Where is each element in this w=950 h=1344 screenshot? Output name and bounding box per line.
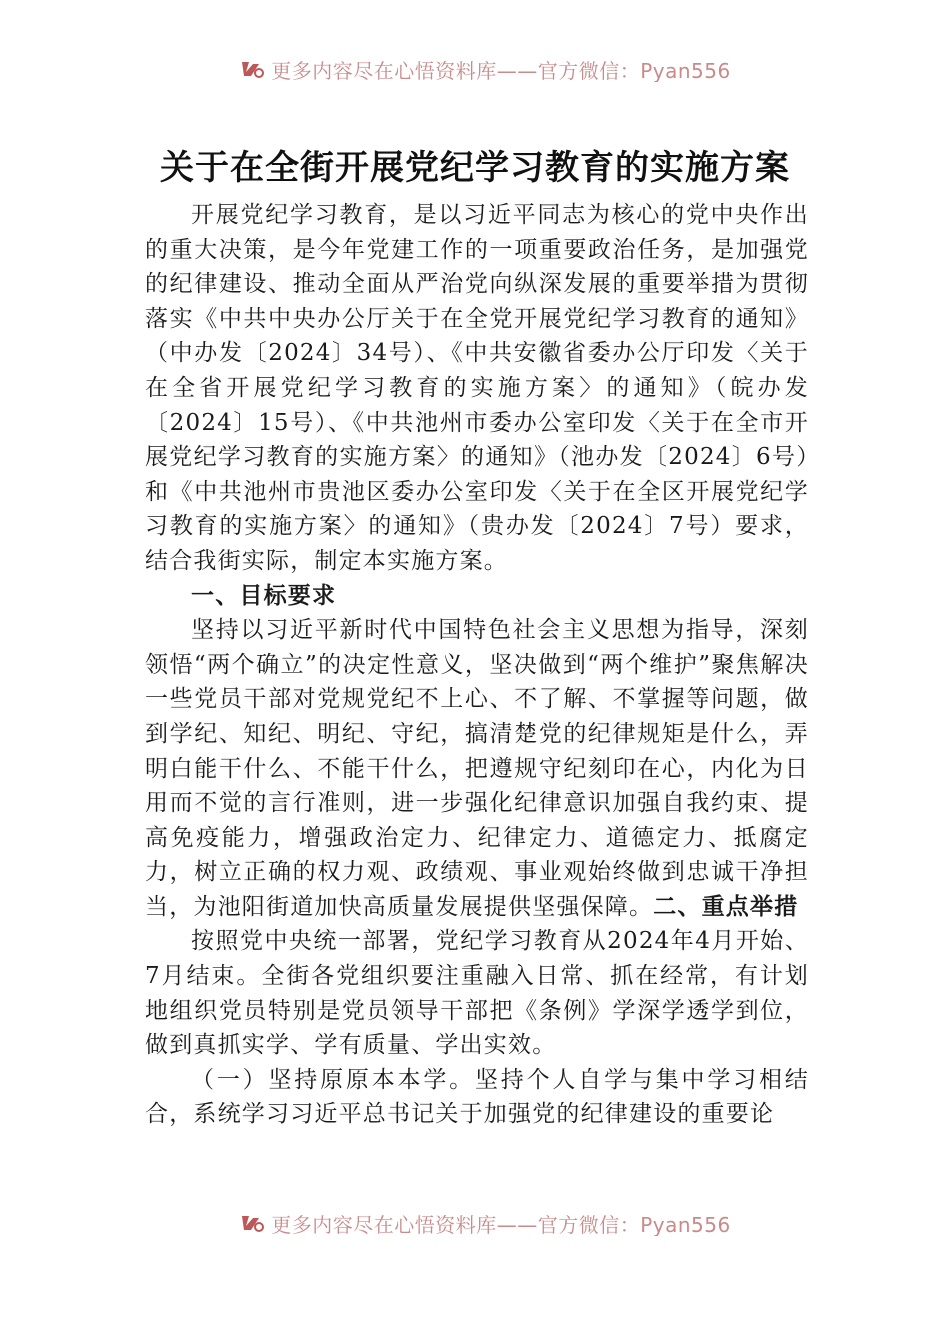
watermark-logo-icon (239, 1212, 265, 1234)
section-measures-paragraph: 按照党中央统一部署，党纪学习教育从2024年4月开始、7月结束。全街各党组织要注重融入日常、抓在经常，有计划地组织党员特别是党员领导干部把《条例》学深学透学到位，做到真抓实学、学有质量、学出实效。 (145, 928, 809, 1059)
section-heading-measures: 二、重点举措 (653, 893, 799, 920)
section-goals-paragraph (145, 613, 809, 924)
watermark-text: 更多内容尽在心悟资料库——官方微信：Pyan556 (271, 1212, 731, 1236)
watermark-top (0, 56, 950, 82)
watermark-bottom (0, 1210, 950, 1236)
watermark-logo-icon (239, 58, 265, 80)
watermark-text: 更多内容尽在心悟资料库——官方微信：Pyan556 (271, 58, 731, 82)
section-goals-text: 坚持以习近平新时代中国特色社会主义思想为指导，深刻领悟“两个确立”的决定性意义，坚决做到“两个维护”聚焦解决一些党员干部对党规党纪不上心、不了解、不掌握等问题，做到学纪、知纪、明纪、守纪，搞清楚党的纪律规矩是什么，弄明白能干什么、不能干什么，把遵规守纪刻印在心，内化为日用而不觉的言行准则，进一步强化纪律意识加强自我约束、提高免疫能力，增强政治定力、纪律定力、道德定力、抵腐定力，树立正确的权力观、政绩观、事业观始终做到忠诚干净担当，为池阳街道加快高质量发展提供坚强保障。 (145, 617, 809, 920)
intro-paragraph: 开展党纪学习教育，是以习近平同志为核心的党中央作出的重大决策，是今年党建工作的一项重要政治任务，是加强党的纪律建设、推动全面从严治党向纵深发展的重要举措为贯彻落实《中共中央办公厅关于在全党开展党纪学习教育的通知》（中办发〔2024〕34号）、《中共安徽省委办公厅印发〈关于在全省开展党纪学习教育的实施方案〉的通知》（皖办发〔2024〕15号）、《中共池州市委办公室印发〈关于在全市开展党纪学习教育的实施方案〉的通知》（池办发〔2024〕6号）和《中共池州市贵池区委办公室印发〈关于在全区开展党纪学习教育的实施方案〉的通知》（贵办发〔2024〕7号）要求，结合我街实际，制定本实施方案。 (145, 202, 809, 574)
document-body (145, 198, 809, 1132)
document-title: 关于在全街开展党纪学习教育的实施方案 (160, 148, 790, 188)
section-heading-goals: 一、目标要求 (191, 582, 337, 609)
item-1-paragraph: （一）坚持原原本本学。坚持个人自学与集中学习相结合，系统学习习近平总书记关于加强党的纪律建设的重要论 (145, 1066, 809, 1128)
